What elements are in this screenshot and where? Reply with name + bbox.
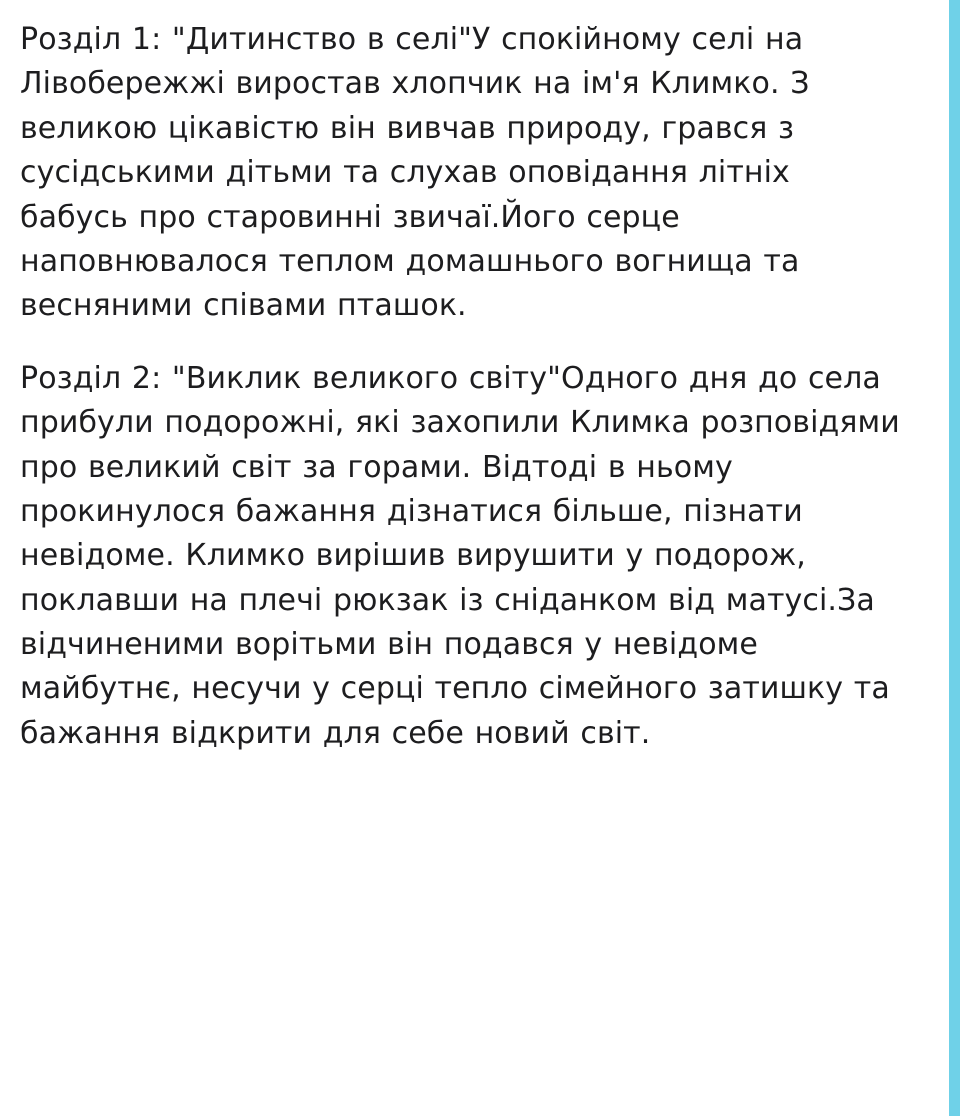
vertical-scrollbar[interactable]: [949, 0, 960, 1116]
scrollbar-thumb[interactable]: [949, 0, 960, 1116]
paragraph-section-1: Розділ 1: "Дитинство в селі"У спокійному селі на Лівобережжі виростав хлопчик на ім'я Климко. З великою цікавістю він вивчав природу, грався з сусідськими дітьми та слухав оповідання літніх бабусь про старовинні звичаї.Його серце наповнювалося теплом домашнього вогнища та весняними співами пташок.: [20, 22, 810, 324]
paragraph-section-2: Розділ 2: "Виклик великого світу"Одного дня до села прибули подорожні, які захопили Климка розповідями про великий світ за горами. Відтоді в ньому прокинулося бажання дізнатися більше, пізнати невідоме. Климко вирішив вирушити у подорож, поклавши на плечі рюкзак із сніданком від матусі.За відчиненими ворітьми він подався у невідоме майбутнє, несучи у серці тепло сімейного затишку та бажання відкрити для себе новий світ.: [20, 360, 900, 751]
